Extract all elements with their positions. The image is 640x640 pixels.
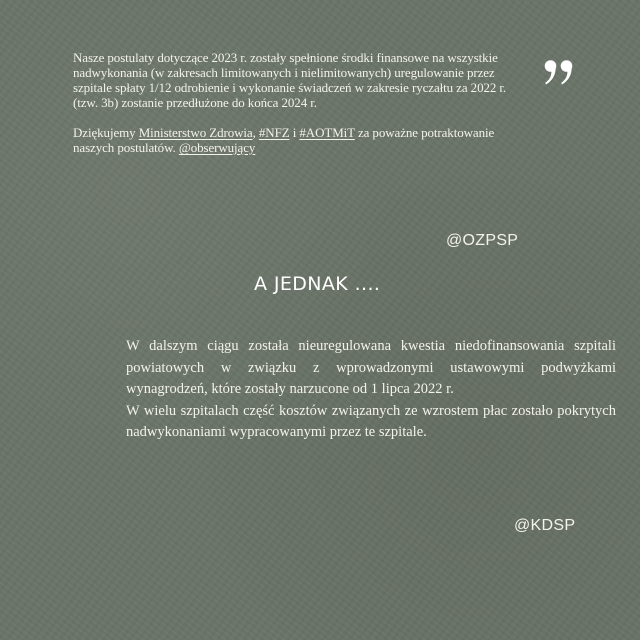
hashtag-nfz-link[interactable]: #NFZ [258,125,290,140]
separator-text: , [252,125,259,140]
section-heading: A JEDNAK .... [254,273,381,295]
hashtag-aotmit-link[interactable]: #AOTMiT [299,125,355,140]
handle-kdsp: @KDSP [514,517,576,534]
closing-text: za poważne potraktowanie naszych postulatów. [73,125,495,155]
quote-block [73,50,528,155]
quote-paragraph-1: Nasze postulaty dotyczące 2023 r. zostały spełnione środki finansowe na wszystkie nadwykonania (w zakresach limitowanych i nielimitowanych) uregulowanie przez szpitale spłaty 1/12 odrobienie i wykonanie świadczeń w zakresie ryczałtu za 2022 r. (tzw. 3b) zostanie przedłużone do końca 2024 r. [73,50,507,110]
body-paragraph-1: W dalszym ciągu została nieuregulowana kwestia niedofinansowania szpitali powiatowych w związku z wprowadzonymi ustawowymi podwyżkami wynagrodzeń, które zostały narzucone od 1 lipca 2022 r. [126,338,616,397]
handle-ozpsp: @OZPSP [446,232,519,249]
separator-text: i [289,125,300,140]
body-text-block [126,336,616,444]
quote-paragraph-2 [73,125,528,155]
closing-double-quote-icon [542,56,578,92]
thanks-text: Dziękujemy [73,125,139,140]
body-paragraph-2: W wielu szpitalach część kosztów związanych ze wzrostem płac zostało pokrytych nadwykonaniami wypracowanymi przez te szpitale. [126,402,616,440]
mention-observers-link[interactable]: @obserwujący [178,140,256,155]
mention-ministry-link[interactable]: Ministerstwo Zdrowia [138,125,253,140]
